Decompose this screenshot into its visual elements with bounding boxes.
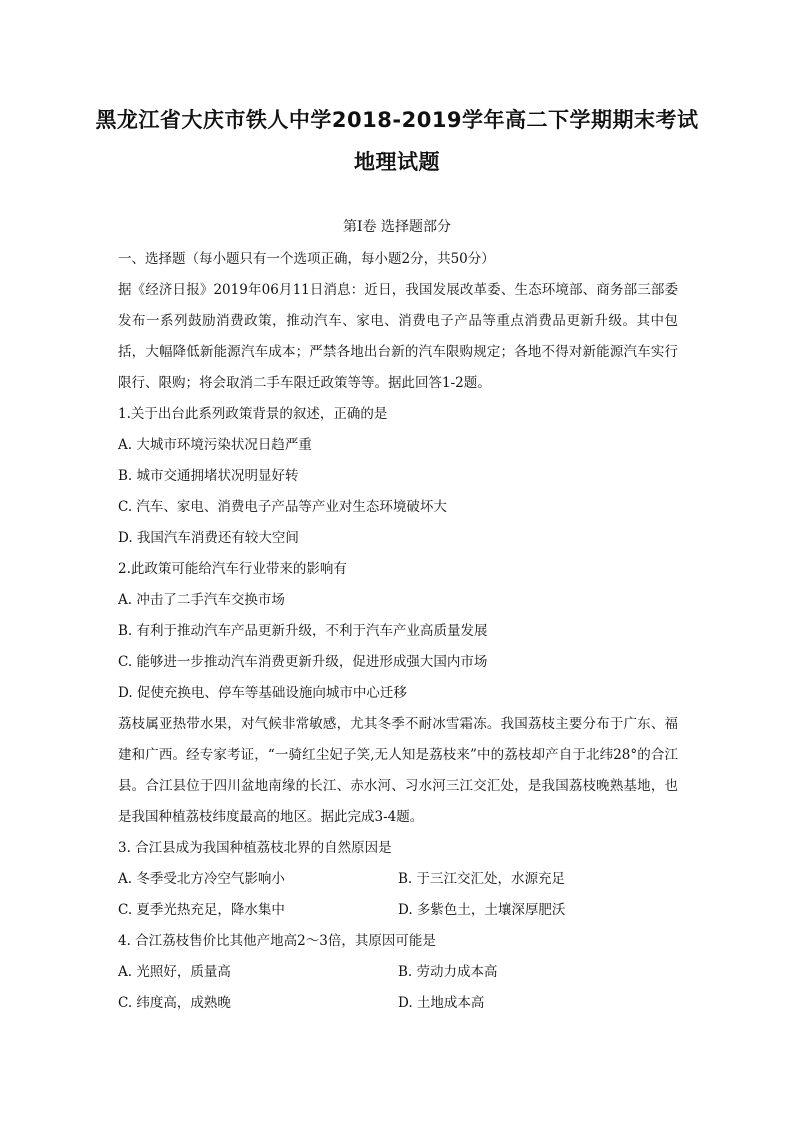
question-4-option-b: B. 劳动力成本高 [398, 964, 498, 980]
question-2-stem: 2.此政策可能给汽车行业带来的影响有 [118, 561, 347, 577]
question-2-option-a: A. 冲击了二手汽车交换市场 [118, 592, 285, 608]
section-title: 第Ⅰ卷 选择题部分 [343, 219, 451, 235]
passage-1: 据《经济日报》2019年06月11日消息：近日，我国发展改革委、生态环境部、商务部三部委发布一系列鼓励消费政策，推动汽车、家电、消费电子产品等重点消费品更新升级。其中包括，大幅降低新能源汽车成本；严禁各地出台新的汽车限购规定；各地不得对新能源汽车实行限行、限购；将会取消二手车限迁政策等等。据此回答1-2题。 [118, 282, 678, 391]
question-3-options-row-2 [118, 895, 678, 926]
question-1-option-a: A. 大城市环境污染状况日趋严重 [118, 437, 312, 453]
question-2-option-b: B. 有利于推动汽车产品更新升级，不利于汽车产业高质量发展 [118, 623, 488, 639]
question-2-option-c: C. 能够进一步推动汽车消费更新升级，促进形成强大国内市场 [118, 654, 488, 670]
exam-title: 黑龙江省大庆市铁人中学2018-2019学年高二下学期期末考试 [95, 108, 699, 132]
question-3-stem: 3. 合江县成为我国种植荔枝北界的自然原因是 [118, 840, 392, 856]
question-4-option-a: A. 光照好，质量高 [118, 964, 231, 980]
question-3-option-d: D. 多紫色土，土壤深厚肥沃 [398, 902, 566, 918]
question-3-options-row-1 [118, 864, 678, 895]
question-2-option-d: D. 促使充换电、停车等基础设施向城市中心迁移 [118, 685, 407, 701]
question-1-option-c: C. 汽车、家电、消费电子产品等产业对生态环境破坏大 [118, 499, 447, 515]
instruction: 一、选择题（每小题只有一个选项正确，每小题2分，共50分） [118, 251, 495, 267]
question-3-option-c: C. 夏季光热充足，降水集中 [118, 902, 285, 918]
question-3-option-b: B. 于三江交汇处，水源充足 [398, 871, 566, 887]
question-4-option-c: C. 纬度高，成熟晚 [118, 995, 231, 1011]
question-3-option-a: A. 冬季受北方冷空气影响小 [118, 871, 285, 887]
passage-2: 荔枝属亚热带水果，对气候非常敏感，尤其冬季不耐冰雪霜冻。我国荔枝主要分布于广东、福建和广西。经专家考证，“一骑红尘妃子笑,无人知是荔枝来”中的荔枝却产自于北纬28°的合江县。合江县位于四川盆地南缘的长江、赤水河、习水河三江交汇处，是我国荔枝晚熟基地，也是我国种植荔枝纬度最高的地区。据此完成3-4题。 [118, 716, 678, 825]
question-4-stem: 4. 合江荔枝售价比其他产地高2～3倍，其原因可能是 [118, 933, 436, 949]
question-4-option-d: D. 土地成本高 [398, 995, 485, 1011]
question-1-option-d: D. 我国汽车消费还有较大空间 [118, 530, 299, 546]
question-1-stem: 1.关于出台此系列政策背景的叙述，正确的是 [118, 406, 388, 422]
exam-body [118, 244, 678, 1019]
question-1-option-b: B. 城市交通拥堵状况明显好转 [118, 468, 299, 484]
exam-subtitle: 地理试题 [354, 150, 440, 174]
question-4-options-row-1 [118, 957, 678, 988]
question-4-options-row-2 [118, 988, 678, 1019]
